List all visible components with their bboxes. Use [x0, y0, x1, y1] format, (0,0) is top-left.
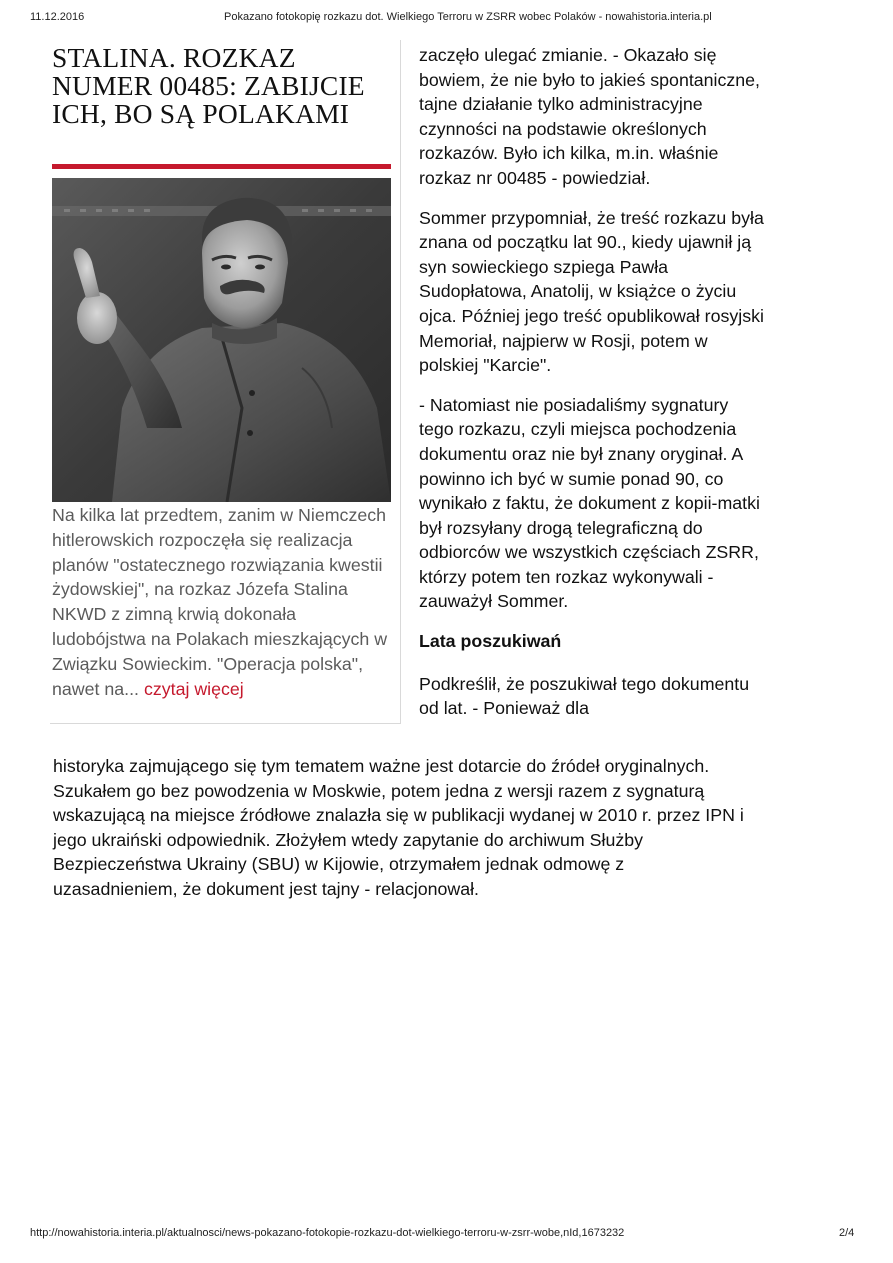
article-body-column	[419, 43, 764, 736]
title-divider	[52, 164, 391, 169]
related-article-box	[50, 40, 401, 724]
read-more-link[interactable]: czytaj więcej	[143, 678, 244, 699]
article-paragraph: Sommer przypomniał, że treść rozkazu była znana od początku lat 90., kiedy ujawnił ją syn sowieckiego szpiega Pawła Sudopłatowa, Anatolij, w książce o życiu ojca. Później jego treść opublikował rosyjski Memoriał, najpierw w Rosji, potem w polskiej "Karcie".	[419, 207, 764, 376]
section-subheading: Lata poszukiwań	[419, 631, 562, 652]
page-number: 2/4	[839, 1227, 855, 1239]
print-date: 11.12.2016	[30, 11, 85, 23]
related-article-lead	[52, 503, 394, 701]
print-page-title: Pokazano fotokopię rozkazu dot. Wielkiego Terroru w ZSRR wobec Polaków - nowahistoria.interia.pl	[224, 11, 712, 23]
stalin-photo[interactable]	[52, 178, 391, 502]
article-paragraph-continued: historyka zajmującego się tym tematem ważne jest dotarcie do źródeł oryginalnych. Szukałem go bez powodzenia w Moskwie, potem jedna z wersji razem z sygnaturą wskazującą na miejsce źródłowe znalazła się w publikacji wydanej w 2010 r. przez IPN i jego ukraiński odpowiednik. Złożyłem wtedy zapytanie do archiwum Służby Bezpieczeństwa Ukrainy (SBU) w Kijowie, otrzymałem jednak odmowę z uzasadnieniem, że dokument jest tajny - relacjonował.	[53, 756, 744, 899]
article-paragraph: - Natomiast nie posiadaliśmy sygnatury tego rozkazu, czyli miejsca pochodzenia dokumentu oraz nie był znany oryginał. A powinno ich być w sumie ponad 90, co wynikało z faktu, że dokument z kopii-matki był rozsyłany drogą telegraficzną do odbiorców we wszystkich częściach ZSRR, którzy potem ten rozkaz wykonywali - zauważył Sommer.	[419, 394, 760, 612]
article-paragraph: zaczęło ulegać zmianie. - Okazało się bowiem, że nie było to jakieś spontaniczne, tajne działanie tylko administracyjne czynności na podstawie określonych rozkazów. Było ich kilka, m.in. właśnie rozkaz nr 00485 - powiedział.	[419, 45, 760, 188]
article-paragraph: Podkreślił, że poszukiwał tego dokumentu od lat. - Ponieważ dla	[419, 673, 750, 719]
related-lead-text: Na kilka lat przedtem, zanim w Niemczech hitlerowskich rozpoczęła się realizacja planów "ostatecznego rozwiązania kwestii żydowskiej", na rozkaz Józefa Stalina NKWD z zimną krwią dokonała ludobójstwa na Polakach mieszkających w Związku Sowieckim. "Operacja polska", nawet na...	[52, 505, 388, 699]
print-url: http://nowahistoria.interia.pl/aktualnosci/news-pokazano-fotokopie-rozkazu-dot-wielkiego-terroru-w-zsrr-wobe,nId,1673232	[30, 1227, 625, 1239]
related-article-title[interactable]: STALINA. ROZKAZ NUMER 00485: ZABIJCIE ICH, BO SĄ POLAKAMI	[52, 42, 365, 129]
